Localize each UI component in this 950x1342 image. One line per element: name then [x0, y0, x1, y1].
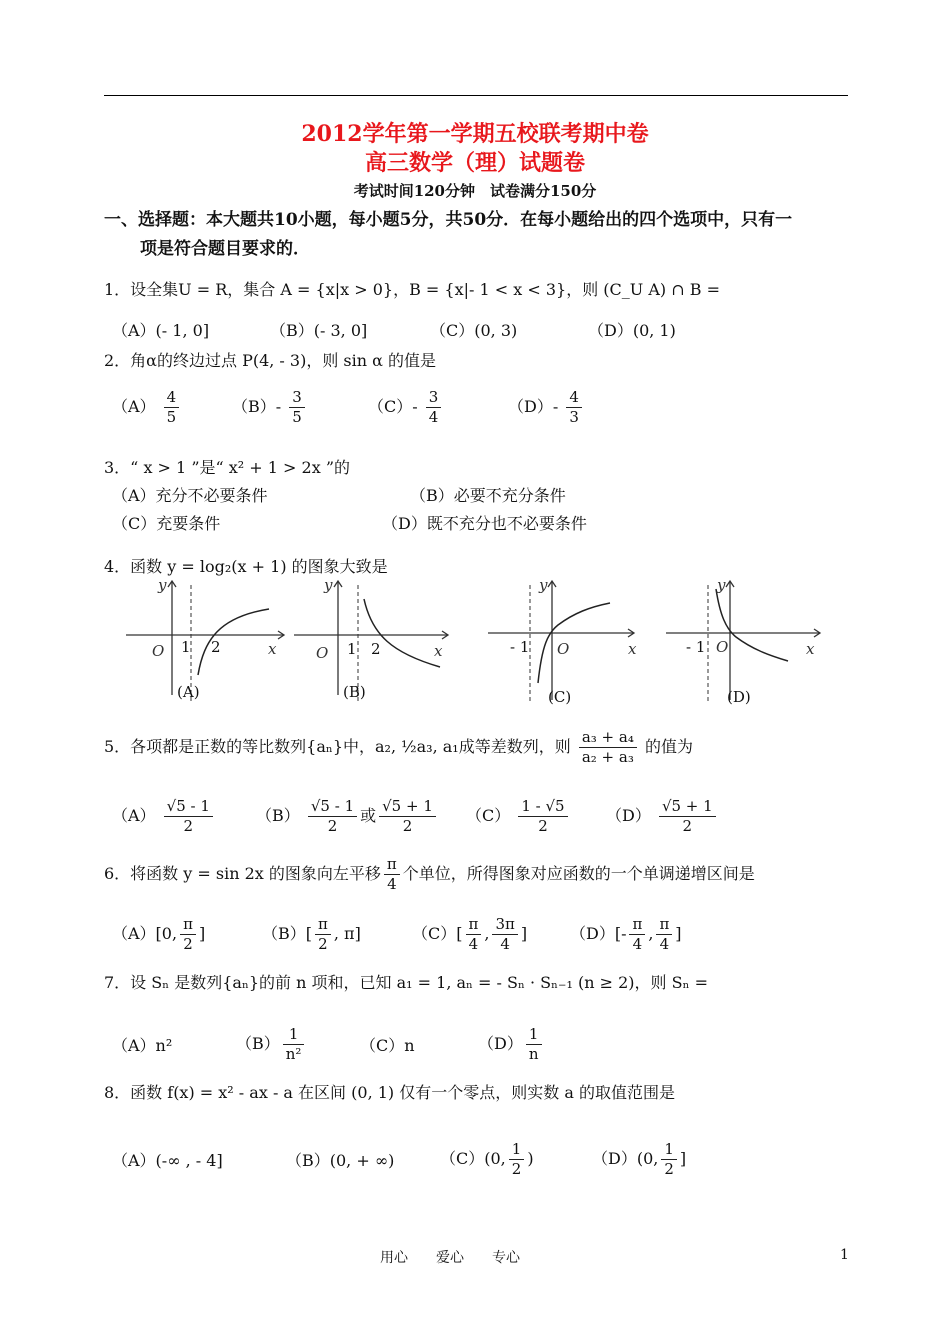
question-5-stem: 5．各项都是正数的等比数列{aₙ}中，a₂, ½a₃, a₁成等差数列，则 $\frac{\text{a₃ + a₄}}{\text{a₂ + a₃}}$ 的值为 — [104, 728, 693, 766]
q2-option-a: （A） $\frac{4}{5}$ — [112, 388, 182, 427]
q2-option-b: （B）- $\frac{3}{5}$ — [232, 388, 308, 427]
graph-a-caption: (A) — [177, 683, 200, 701]
q3-option-a: （A）充分不必要条件 — [112, 486, 268, 505]
graph-a-y-label: y — [158, 576, 167, 594]
q1-option-c: （C）(0, 3) — [430, 321, 518, 340]
exam-subject-title: 高三数学（理）试题卷 — [364, 150, 585, 176]
question-3-stem: 3．“ x > 1 ”是“ x² + 1 > 2x ”的 — [104, 458, 351, 477]
graph-a-tick-1: 1 — [181, 638, 191, 656]
question-2-stem: 2．角α的终边过点 P(4, - 3)，则 sin α 的值是 — [104, 351, 437, 370]
question-4-stem: 4．函数 y = log₂(x + 1) 的图象大致是 — [104, 557, 388, 576]
question-7-stem: 7．设 Sₙ 是数列{aₙ}的前 n 项和，已知 a₁ = 1, aₙ = - Sₙ · Sₙ₋₁ (n ≥ 2)，则 Sₙ = — [104, 973, 709, 992]
footer-motto: 用心 爱心 专心 — [380, 1250, 520, 1266]
graph-a-tick-2: 2 — [211, 638, 221, 656]
graph-d-y-label: y — [717, 576, 726, 594]
q6-option-b: （B）[ $\frac{\pi}{2}$ , π] — [262, 915, 361, 953]
q8-option-d: （D）(0, $\frac{1}{2}$ ] — [592, 1140, 687, 1178]
graph-c-tick-neg1: - 1 — [510, 638, 530, 656]
exam-title: 2012学年第一学期五校联考期中卷 — [301, 121, 649, 147]
q3-option-d: （D）既不充分也不必要条件 — [382, 514, 587, 533]
q7-option-c: （C）n — [360, 1036, 415, 1055]
q8-option-c: （C）(0, $\frac{1}{2}$ ) — [440, 1140, 534, 1178]
q2-option-d: （D）- $\frac{4}{3}$ — [508, 388, 585, 427]
q5-option-a: （A） $\frac{√5 - 1}{2}$ — [112, 797, 216, 836]
q2-option-c: （C）- $\frac{3}{4}$ — [368, 388, 444, 427]
q8-option-b: （B）(0, + ∞) — [286, 1151, 395, 1170]
q1-option-b: （B）(- 3, 0] — [270, 321, 368, 340]
graph-a-origin-label: O — [152, 642, 165, 660]
graph-c-y-label: y — [539, 576, 548, 594]
q7-option-d: （D） $\frac{1}{n}$ — [478, 1025, 545, 1064]
graph-b-caption: (B) — [343, 683, 366, 701]
graph-d-origin-label: O — [716, 638, 729, 656]
graph-c-caption: (C) — [548, 688, 572, 706]
q8-option-a: （A）(-∞ , - 4] — [112, 1151, 223, 1170]
top-rule — [104, 95, 848, 96]
graph-d-caption: (D) — [727, 688, 751, 706]
q7-option-b: （B） $\frac{1}{\text{n²}}$ — [236, 1025, 307, 1064]
q6-option-d: （D）[- $\frac{\pi}{4}$ , $\frac{\pi}{4}$ ] — [570, 915, 682, 953]
graph-b-y-label: y — [324, 576, 333, 594]
q5-option-d: （D） $\frac{√5 + 1}{2}$ — [606, 797, 719, 836]
graph-b-tick-2: 2 — [371, 640, 381, 658]
section-heading: 一、选择题：本大题共10小题，每小题5分，共50分．在每小题给出的四个选项中，只有一 — [104, 210, 793, 230]
exam-info: 考试时间120分钟 试卷满分150分 — [353, 182, 597, 200]
q3-option-b: （B）必要不充分条件 — [410, 486, 566, 505]
q6-option-a: （A）[0, $\frac{\pi}{2}$ ] — [112, 915, 206, 953]
graph-c-x-label: x — [628, 640, 637, 658]
graph-c-origin-label: O — [557, 640, 570, 658]
graph-a-x-label: x — [268, 640, 277, 658]
q5-option-c: （C） $\frac{1 - √5}{2}$ — [466, 797, 571, 836]
question-1-stem: 1．设全集U = R，集合 A = {x|x > 0}，B = {x|- 1 < x < 3}，则 (C_U A) ∩ B = — [104, 280, 720, 299]
graph-b-origin-label: O — [316, 644, 329, 662]
question-8-stem: 8．函数 f(x) = x² - ax - a 在区间 (0, 1) 仅有一个零点，则实数 a 的取值范围是 — [104, 1083, 675, 1102]
graph-b-x-label: x — [434, 642, 443, 660]
question-6-stem: 6．将函数 y = sin 2x 的图象向左平移 $\frac{\pi}{4}$ 个单位，所得图象对应函数的一个单调递增区间是 — [104, 855, 755, 893]
q1-option-a: （A）(- 1, 0] — [112, 321, 210, 340]
section-heading-cont: 项是符合题目要求的． — [140, 239, 310, 259]
graph-b-tick-1: 1 — [347, 640, 357, 658]
page-number: 1 — [840, 1247, 849, 1263]
q3-option-c: （C）充要条件 — [112, 514, 221, 533]
q5-option-b: （B） $\frac{√5 - 1}{2}$ 或 $\frac{√5 + 1}{2}$ — [256, 797, 439, 836]
q7-option-a: （A）n² — [112, 1036, 173, 1055]
graph-d-x-label: x — [806, 640, 815, 658]
q6-option-c: （C）[ $\frac{\pi}{4}$ , $\frac{3\pi}{4}$ ] — [412, 915, 528, 953]
q1-option-d: （D）(0, 1) — [588, 321, 676, 340]
graph-d-tick-neg1: - 1 — [686, 638, 706, 656]
